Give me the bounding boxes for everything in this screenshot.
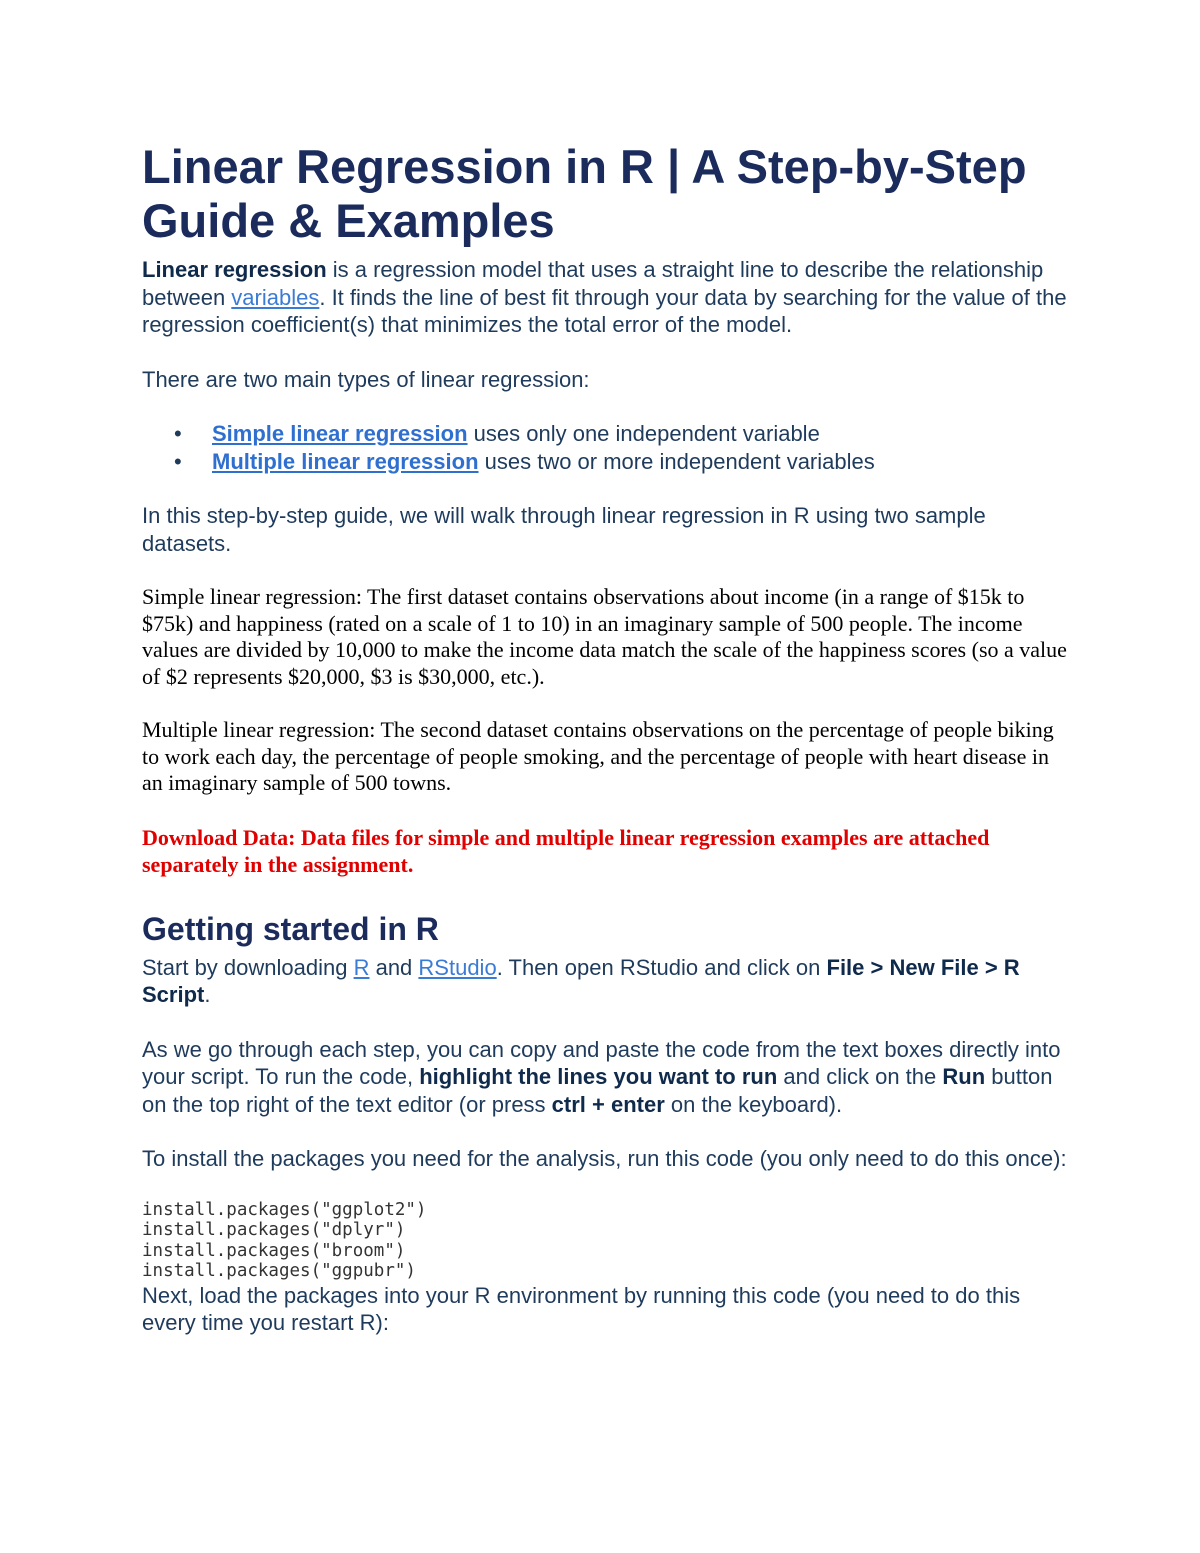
dataset-multiple-description: Multiple linear regression: The second dataset contains observations on the percentage of people biking to work each day, the percentage of people smoking, and the percentage of people with heart disease in an imaginary sample of 500 towns. — [142, 717, 1054, 795]
run-bold-1: highlight the lines you want to run — [419, 1064, 778, 1089]
start-text-1: Start by downloading — [142, 954, 354, 980]
run-bold-2: Run — [942, 1064, 986, 1089]
list-item — [142, 420, 1072, 448]
intro-text-2: . It finds the line of best fit through your data by searching for the value of the regression coefficient(s) that minimizes the total error of the model. — [142, 284, 1067, 337]
run-text-4: on the keyboard). — [664, 1091, 843, 1117]
run-text-1: As we go through each step, you can copy and paste the code from the text boxes directly into your script. To run the code, — [142, 1036, 1061, 1089]
code-line: install.packages("broom") — [142, 1240, 406, 1261]
intro-text-1: is a regression model that uses a straight line to describe the relationship between — [142, 257, 1044, 310]
run-text-3: button on the top right of the text editor (or press — [142, 1064, 1053, 1117]
dataset-simple-description: Simple linear regression: The first dataset contains observations about income (in a range of $15k to $75k) and happiness (rated on a scale of 1 to 10) in an imaginary sample of 500 people. The income values are divided by 10,000 to make the income data match the scale of the happiness scores (so a value of $2 represents $20,000, $3 is $30,000, etc.). — [142, 584, 1067, 689]
start-paragraph — [142, 954, 1072, 1009]
guide-intro: In this step-by-step guide, we will walk through linear regression in R using two sample datasets. — [142, 503, 986, 556]
code-line: install.packages("ggpubr") — [142, 1261, 416, 1281]
intro-term: Linear regression — [142, 257, 327, 282]
page-title: Linear Regression in R | A Step-by-Step Guide & Examples — [142, 140, 1027, 247]
document-content — [142, 140, 1072, 1337]
start-text-3: . Then open RStudio and click on — [496, 954, 827, 980]
code-line: install.packages("ggplot2") — [142, 1199, 427, 1220]
install-intro: To install the packages you need for the analysis, run this code (you only need to do this once): — [142, 1146, 1067, 1171]
intro-paragraph — [142, 256, 1072, 339]
list-item-text: uses only one independent variable — [467, 421, 820, 446]
run-code-paragraph — [142, 1036, 1072, 1119]
r-download-link[interactable]: R — [353, 954, 370, 980]
code-line: install.packages("dplyr") — [142, 1220, 406, 1240]
section-heading: Getting started in R — [142, 910, 439, 947]
list-item — [142, 448, 1072, 476]
bullet-icon: • — [174, 421, 182, 446]
bullet-icon: • — [174, 448, 182, 474]
load-intro: Next, load the packages into your R environment by running this code (you need to do this every time you restart R): — [142, 1282, 1021, 1335]
list-item-text: uses two or more independent variables — [478, 448, 875, 474]
multiple-linear-regression-link[interactable]: Multiple linear regression — [212, 448, 479, 474]
variables-link[interactable]: variables — [231, 284, 320, 310]
rstudio-download-link[interactable]: RStudio — [418, 954, 497, 980]
regression-types-list — [142, 420, 1072, 475]
start-text-2: and — [369, 954, 419, 980]
download-data-note: Download Data: Data files for simple and multiple linear regression examples are attached separately in the assignment. — [142, 824, 990, 877]
code-block — [142, 1200, 1072, 1282]
types-intro: There are two main types of linear regression: — [142, 366, 590, 392]
run-text-2: and click on the — [777, 1064, 943, 1089]
start-text-4: . — [204, 982, 211, 1007]
simple-linear-regression-link[interactable]: Simple linear regression — [212, 421, 468, 446]
run-bold-3: ctrl + enter — [551, 1091, 665, 1117]
menu-path: File > New File > R Script — [142, 954, 1020, 1007]
